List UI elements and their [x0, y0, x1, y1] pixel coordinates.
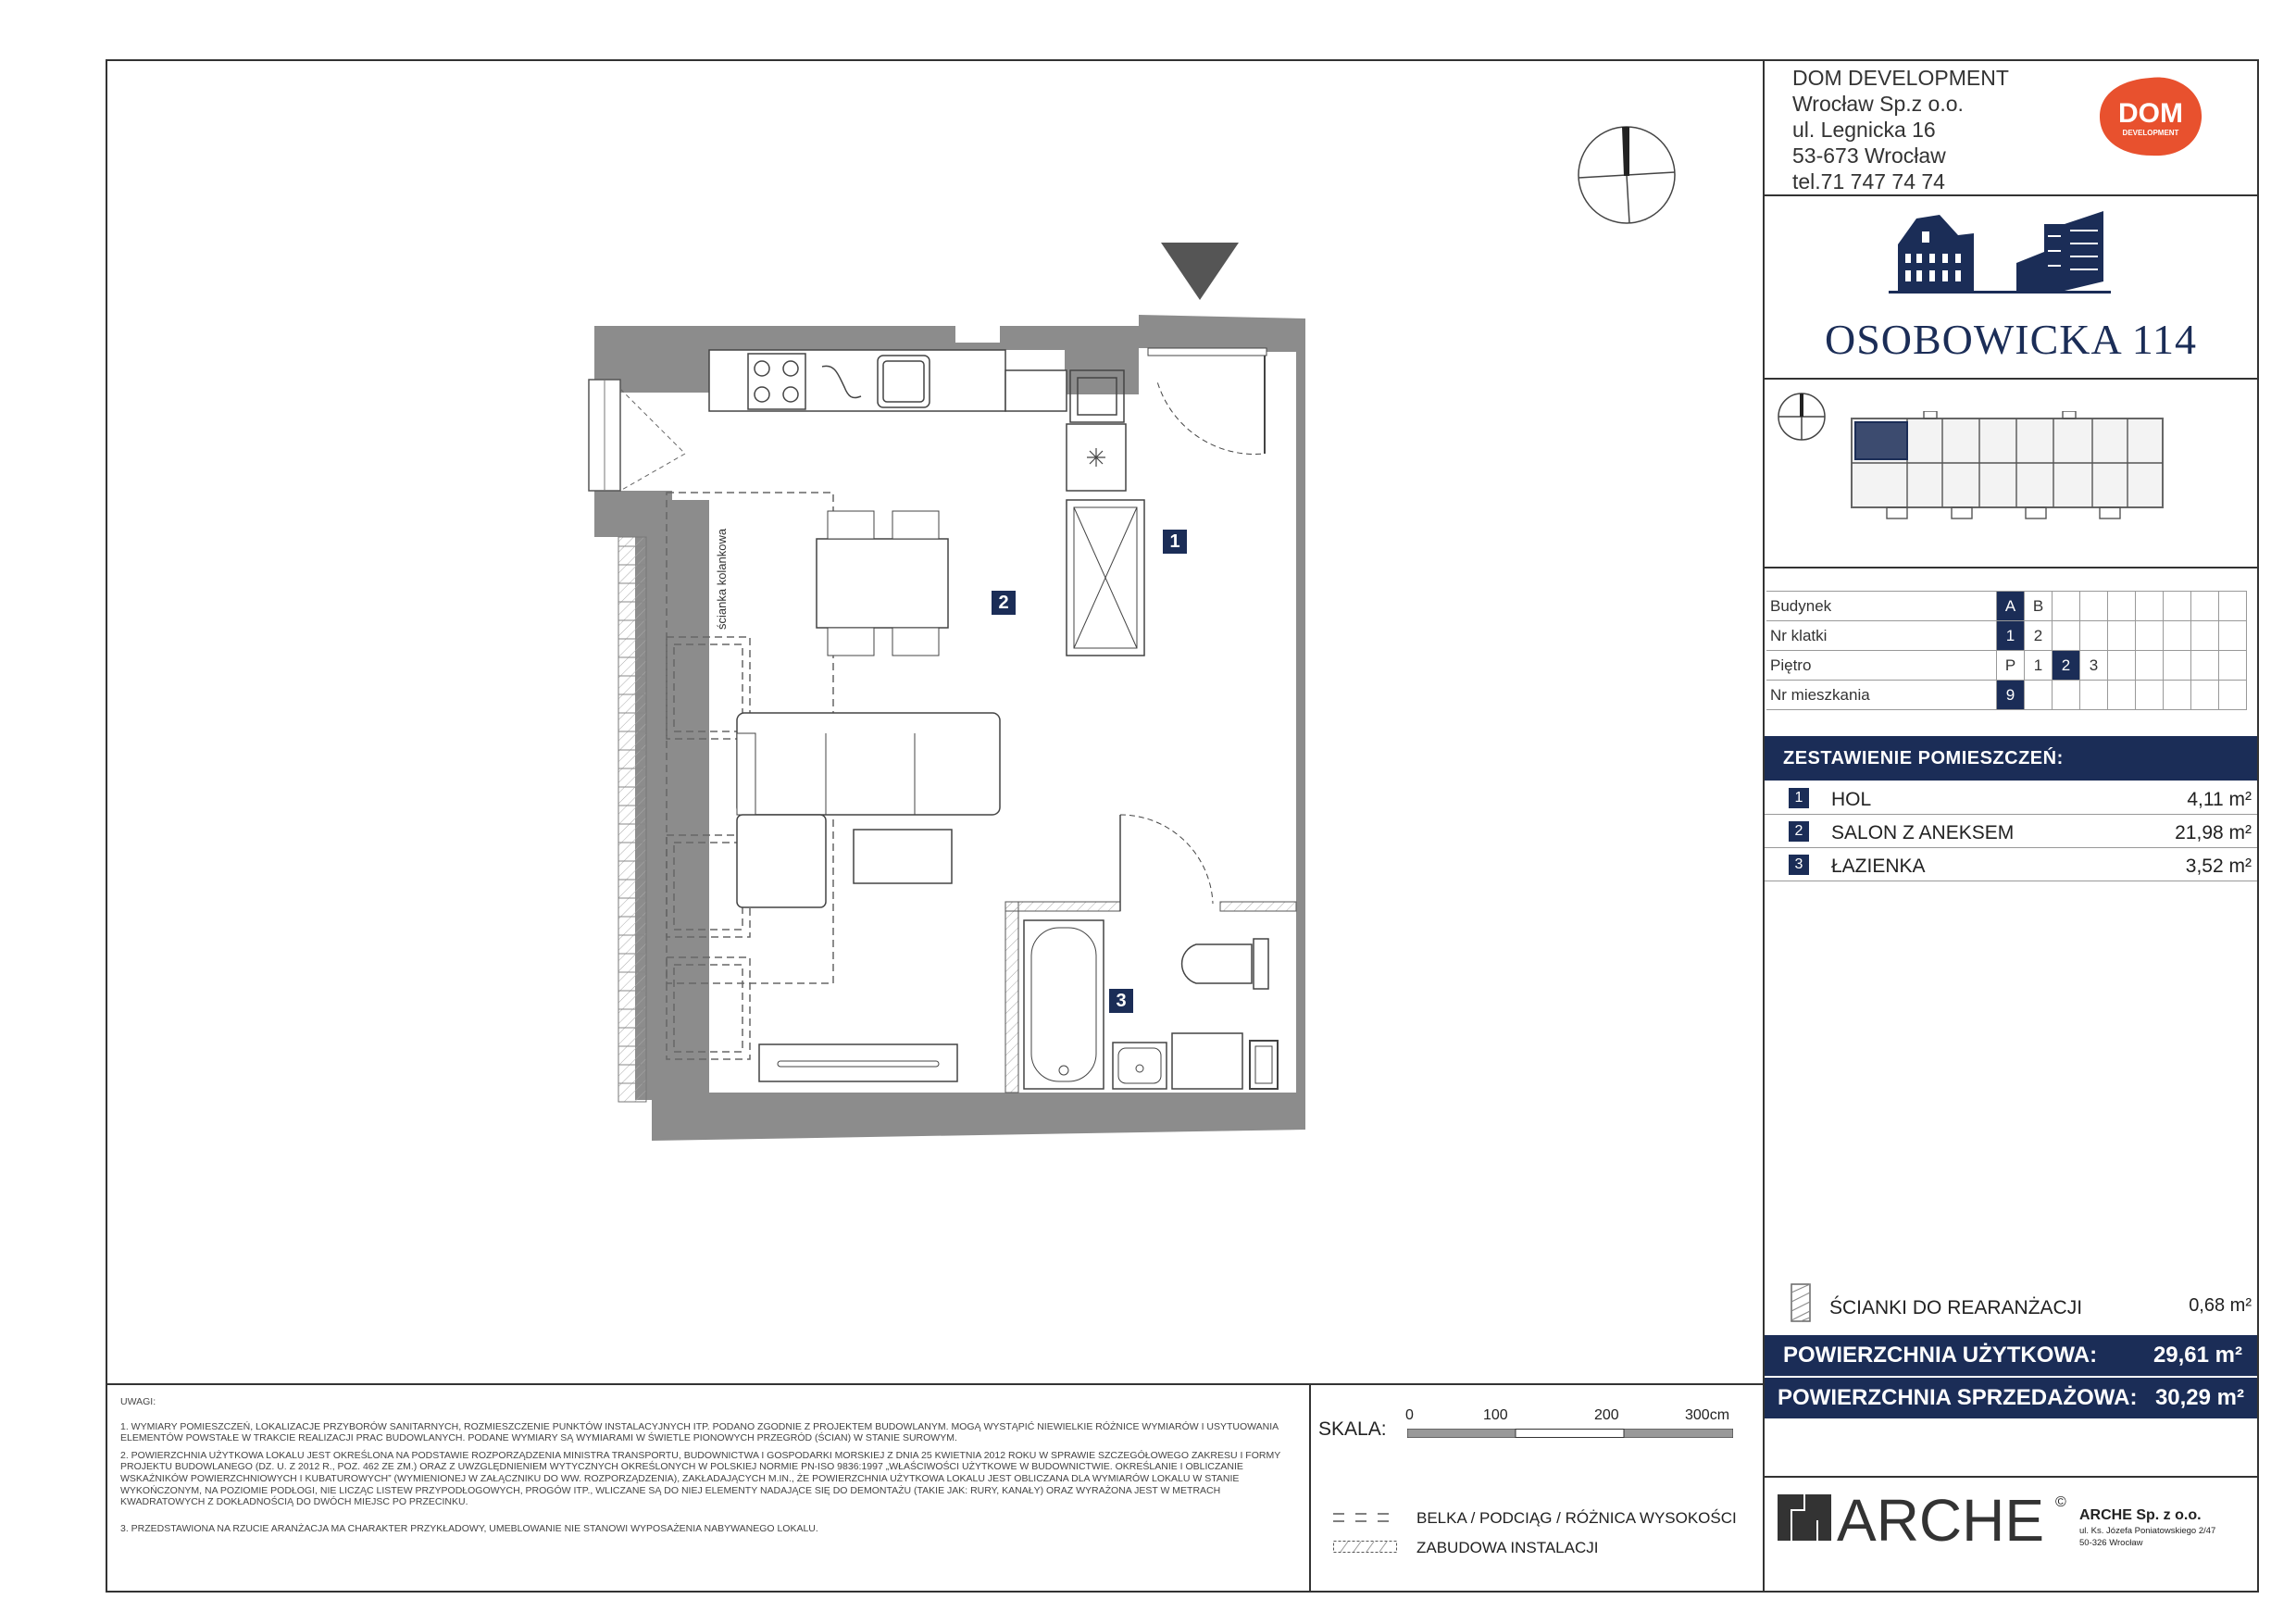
- info-cell: [2053, 592, 2080, 621]
- room-number: 3: [1789, 855, 1809, 875]
- info-cell: [2191, 621, 2219, 651]
- plan-room-1-label: 1: [1163, 530, 1187, 554]
- scale-tick-100: 100: [1483, 1407, 1508, 1423]
- info-cell: 2: [2053, 651, 2080, 681]
- installation-legend-icon: [1333, 1541, 1398, 1554]
- info-cell: 9: [1997, 681, 2025, 710]
- scale-label: SKALA:: [1318, 1418, 1387, 1440]
- info-cell: [2164, 592, 2191, 621]
- note-2: 2. POWIERZCHNIA UŻYTKOWA LOKALU JEST OKREŚLONA NA PODSTAWIE ROZPORZĄDZENIA MINISTRA TRANSPORTU, BUDOWNICTWA I GOSPODARKI MORSKIEJ Z DNIA 25 KWIETNIA 2012 ROKU W SPRAWIE SZCZEGÓŁOWEGO ZAKRESU I FORMY PROJEKTU BUDOWLANEGO (DZ. U. Z 2012 R., POZ. 462 ZE ZM.) ORAZ Z UWZGLĘDNIENIEM WYTYCZNYCH OKREŚLONYCH W POLSKIEJ NORMIE PN-ISO 9836:1997 „WŁAŚCIWOŚCI UŻYTKOWE W BUDOWNICTWIE. OKREŚLANIE I OBLICZANIE WSKAŹNIKÓW POWIERZCHNIOWYCH I KUBATUROWYCH” (WYMIENIONEJ W ZAŁĄCZNIKU DO WW. ROZPORZĄDZENIA), ZAKŁADAJĄCYCH M.IN., ŻE POWIERZCHNIA UŻYTKOWA LOKALU JEST OBLICZANA DLA WYMIARÓW LOKALU W STANIE WYKOŃCZONYM, NA POZIOMIE PODŁOGI, NIE LICZĄC LISTEW PRZYPODŁOGOWYCH, PROGÓW ITP., WLICZANE SĄ DO NIEJ ELEMENTY NADAJĄCE SIĘ DO DEMONTAŻU (TAKIE JAK: RURY, KANAŁY) ORAZ WYRAŻONA JEST W METRACH KWADRATOWYCH Z DOKŁADNOŚCIĄ DO DWÓCH MIEJSC PO PRZECINKU.: [120, 1449, 1281, 1508]
- info-cell: A: [1997, 592, 2025, 621]
- company-line2: Wrocław Sp.z o.o.: [1792, 92, 1964, 116]
- sale-area-value: 30,29 m²: [2154, 1385, 2244, 1410]
- footer-col-divider: [1309, 1383, 1311, 1593]
- info-cell: [2108, 592, 2136, 621]
- scale-bar: [1407, 1426, 1733, 1435]
- plan-room-2-label: 2: [992, 591, 1016, 615]
- dom-development-logo: [2094, 74, 2207, 159]
- company-street: ul. Legnicka 16: [1792, 118, 1936, 142]
- info-cell: [2164, 681, 2191, 710]
- info-cell: 1: [1997, 621, 2025, 651]
- info-cell: [2080, 681, 2108, 710]
- info-cell: [2108, 681, 2136, 710]
- architect-city: 50-326 Wrocław: [2079, 1538, 2143, 1548]
- rearrange-area: 0,68 m²: [2189, 1295, 2252, 1316]
- architect-street: ul. Ks. Józefa Poniatowskiego 2/47: [2079, 1526, 2216, 1536]
- company-phone: tel.71 747 74 74: [1792, 169, 1945, 194]
- info-cell: [2080, 592, 2108, 621]
- room-row: [1765, 849, 2257, 881]
- usable-area-row: [1765, 1335, 2257, 1376]
- info-cell: [2219, 592, 2247, 621]
- info-cell: [2136, 681, 2164, 710]
- compass-icon: [1576, 124, 1678, 226]
- info-cell: [2219, 651, 2247, 681]
- info-cell: [2053, 621, 2080, 651]
- company-name: DOM DEVELOPMENT: [1792, 66, 2009, 90]
- company-city: 53-673 Wrocław: [1792, 144, 1946, 168]
- info-cell: [2164, 651, 2191, 681]
- info-cell: [2191, 592, 2219, 621]
- info-row: [1766, 681, 2247, 710]
- info-cell: [2025, 681, 2053, 710]
- notes-section: [120, 1396, 1296, 1540]
- sale-area-row: [1765, 1378, 2257, 1418]
- scale-tick-0: 0: [1405, 1407, 1414, 1423]
- installation-legend-label: ZABUDOWA INSTALACJI: [1416, 1539, 1599, 1556]
- room-row: [1765, 816, 2257, 848]
- architect-name: ARCHE Sp. z o.o.: [2079, 1507, 2202, 1523]
- note-1: 1. WYMIARY POMIESZCZEŃ, LOKALIZACJE PRZYBORÓW SANITARNYCH, ROZMIESZCZENIE PUNKTÓW INSTALACYJNYCH ITP. PODANO ZGODNIE Z PROJEKTEM BUDOWLANYM. MOGĄ WYSTĄPIĆ NIEWIELKIE RÓŻNICE WYMIARÓW I USYTUOWANIA ELEMENTÓW POWSTAŁE W TRAKCIE REALIZACJI PRAC BUDOWLANYCH. PODANE WYMIARY SĄ WYMIARAMI W ŚWIETLE PIONOWYCH PRZEGRÓD (ŚCIAN) W STANIE SUROWYM.: [120, 1420, 1279, 1444]
- apartment-info-table: [1766, 591, 2247, 710]
- room-name: ŁAZIENKA: [1831, 856, 1926, 877]
- logo-text-main: DOM: [2118, 98, 2183, 129]
- building-key-plan: [1850, 411, 2165, 528]
- plan-room-3-label: 3: [1109, 989, 1133, 1013]
- info-row: [1766, 592, 2247, 621]
- info-cell: 1: [2025, 651, 2053, 681]
- room-number: 2: [1789, 821, 1809, 842]
- scale-tick-300: 300cm: [1685, 1407, 1730, 1423]
- info-cell: [2191, 651, 2219, 681]
- logo-text-sub: DEVELOPMENT: [2122, 129, 2179, 137]
- arche-logo-text: ARCHE: [1837, 1489, 2045, 1554]
- keyplan-compass-icon: [1776, 391, 1828, 443]
- rearrange-hatch-icon: [1791, 1283, 1811, 1322]
- info-cell: [2219, 621, 2247, 651]
- info-cell: 2: [2025, 621, 2053, 651]
- project-title: OSOBOWICKA 114: [1824, 316, 2198, 363]
- arche-logo: [1778, 1489, 2074, 1554]
- panel-line-3: [1763, 567, 2259, 568]
- info-cell: [2136, 621, 2164, 651]
- room-area: 3,52 m²: [2185, 856, 2252, 877]
- company-address: [1792, 65, 2009, 194]
- info-cell: [2136, 651, 2164, 681]
- info-cell: [2164, 621, 2191, 651]
- panel-line-4: [1763, 1476, 2259, 1478]
- scale-tick-200: 200: [1594, 1407, 1619, 1423]
- room-number: 1: [1789, 788, 1809, 808]
- room-row: [1765, 782, 2257, 815]
- info-cell: [2191, 681, 2219, 710]
- note-3: 3. PRZEDSTAWIONA NA RZUCIE ARANŻACJA MA CHARAKTER PRZYKŁADOWY, UMEBLOWANIE NIE STANOWI WYPOSAŻENIA NABYWANEGO LOKALU.: [120, 1522, 818, 1534]
- knee-wall-label: ścianka kolankowa: [715, 528, 729, 630]
- beam-legend-icon: [1333, 1511, 1398, 1522]
- beam-legend-label: BELKA / PODCIĄG / RÓŻNICA WYSOKOŚCI: [1416, 1509, 1737, 1527]
- info-row-label: Nr mieszkania: [1766, 681, 1997, 710]
- info-row-label: Piętro: [1766, 651, 1997, 681]
- usable-area-label: POWIERZCHNIA UŻYTKOWA:: [1783, 1343, 2098, 1368]
- info-cell: [2108, 621, 2136, 651]
- info-row-label: Budynek: [1766, 592, 1997, 621]
- info-cell: 3: [2080, 651, 2108, 681]
- entrance-arrow-icon: [1161, 243, 1239, 300]
- info-row: [1766, 651, 2247, 681]
- info-row-label: Nr klatki: [1766, 621, 1997, 651]
- project-illustration: [1889, 207, 2111, 300]
- footer-divider: [106, 1383, 1765, 1385]
- rearrange-label: ŚCIANKI DO REARANŻACJI: [1829, 1297, 2083, 1318]
- rooms-header: ZESTAWIENIE POMIESZCZEŃ:: [1765, 736, 2257, 781]
- info-cell: B: [2025, 592, 2053, 621]
- floor-plan: [583, 315, 1305, 1148]
- room-name: HOL: [1831, 789, 1872, 810]
- sale-area-label: POWIERZCHNIA SPRZEDAŻOWA:: [1778, 1385, 2138, 1410]
- info-cell: [2080, 621, 2108, 651]
- info-row: [1766, 621, 2247, 651]
- panel-line-1: [1763, 194, 2259, 196]
- room-name: SALON Z ANEKSEM: [1831, 822, 2015, 843]
- arche-copyright-symbol: ©: [2055, 1494, 2066, 1510]
- room-area: 4,11 m²: [2187, 789, 2252, 810]
- info-cell: [2108, 651, 2136, 681]
- notes-title: UWAGI:: [120, 1396, 156, 1407]
- panel-line-2: [1763, 378, 2259, 380]
- info-cell: [2219, 681, 2247, 710]
- info-cell: [2136, 592, 2164, 621]
- info-cell: P: [1997, 651, 2025, 681]
- room-area: 21,98 m²: [2175, 822, 2252, 843]
- info-cell: [2053, 681, 2080, 710]
- usable-area-value: 29,61 m²: [2152, 1343, 2242, 1368]
